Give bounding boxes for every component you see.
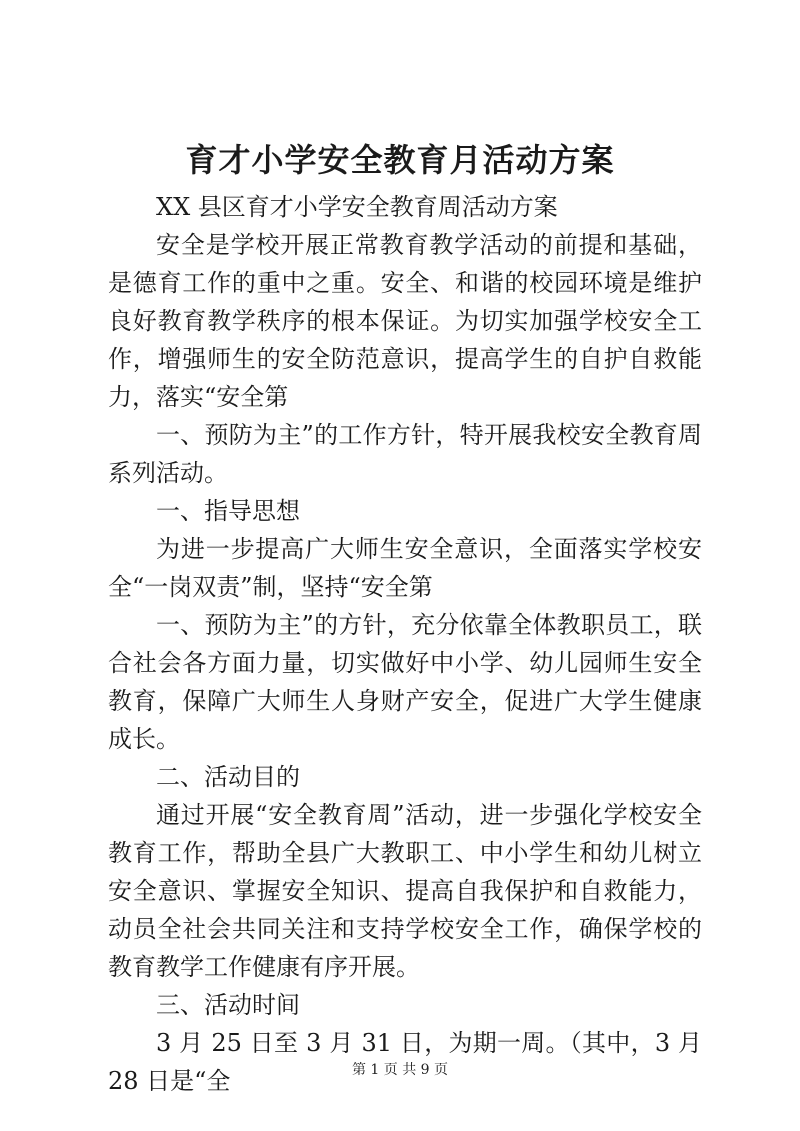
paragraph-activity-time: 3 月 25 日至 3 月 31 日，为期一周。（其中，3 月 28 日是“全 (108, 1029, 702, 1095)
paragraph-guiding-ideology-continued: 一、预防为主”的方针，充分依靠全体教职员工，联合社会各方面力量，切实做好中小学、幼儿园师生安全教育，保障广大师生人身财产安全，促进广大学生健康成长。 (108, 611, 702, 753)
paragraph-guiding-ideology: 为进一步提高广大师生安全意识，全面落实学校安全“一岗双责”制，坚持“安全第 (108, 535, 702, 601)
document-body (108, 188, 702, 1100)
paragraph-subtitle: XX 县区育才小学安全教育周活动方案 (156, 193, 558, 221)
section-heading-guiding-ideology: 一、指导思想 (156, 497, 300, 525)
section-heading-activity-time: 三、活动时间 (156, 991, 300, 1019)
paragraph-activity-purpose: 通过开展“安全教育周”活动，进一步强化学校安全教育工作，帮助全县广大教职工、中小学生和幼儿树立安全意识、掌握安全知识、提高自我保护和自救能力，动员全社会共同关注和支持学校安全工作，确保学校的教育教学工作健康有序开展。 (108, 801, 702, 981)
paragraph-intro-continued: 一、预防为主”的工作方针，特开展我校安全教育周系列活动。 (108, 421, 702, 487)
paragraph-intro: 安全是学校开展正常教育教学活动的前提和基础，是德育工作的重中之重。安全、和谐的校园环境是维护良好教育教学秩序的根本保证。为切实加强学校安全工作，增强师生的安全防范意识，提高学生的自护自救能力，落实“安全第 (108, 231, 702, 411)
document-title: 育才小学安全教育月活动方案 (185, 141, 615, 179)
page-number-footer: 第 1 页 共 9 页 (351, 1062, 449, 1078)
section-heading-activity-purpose: 二、活动目的 (156, 763, 300, 791)
